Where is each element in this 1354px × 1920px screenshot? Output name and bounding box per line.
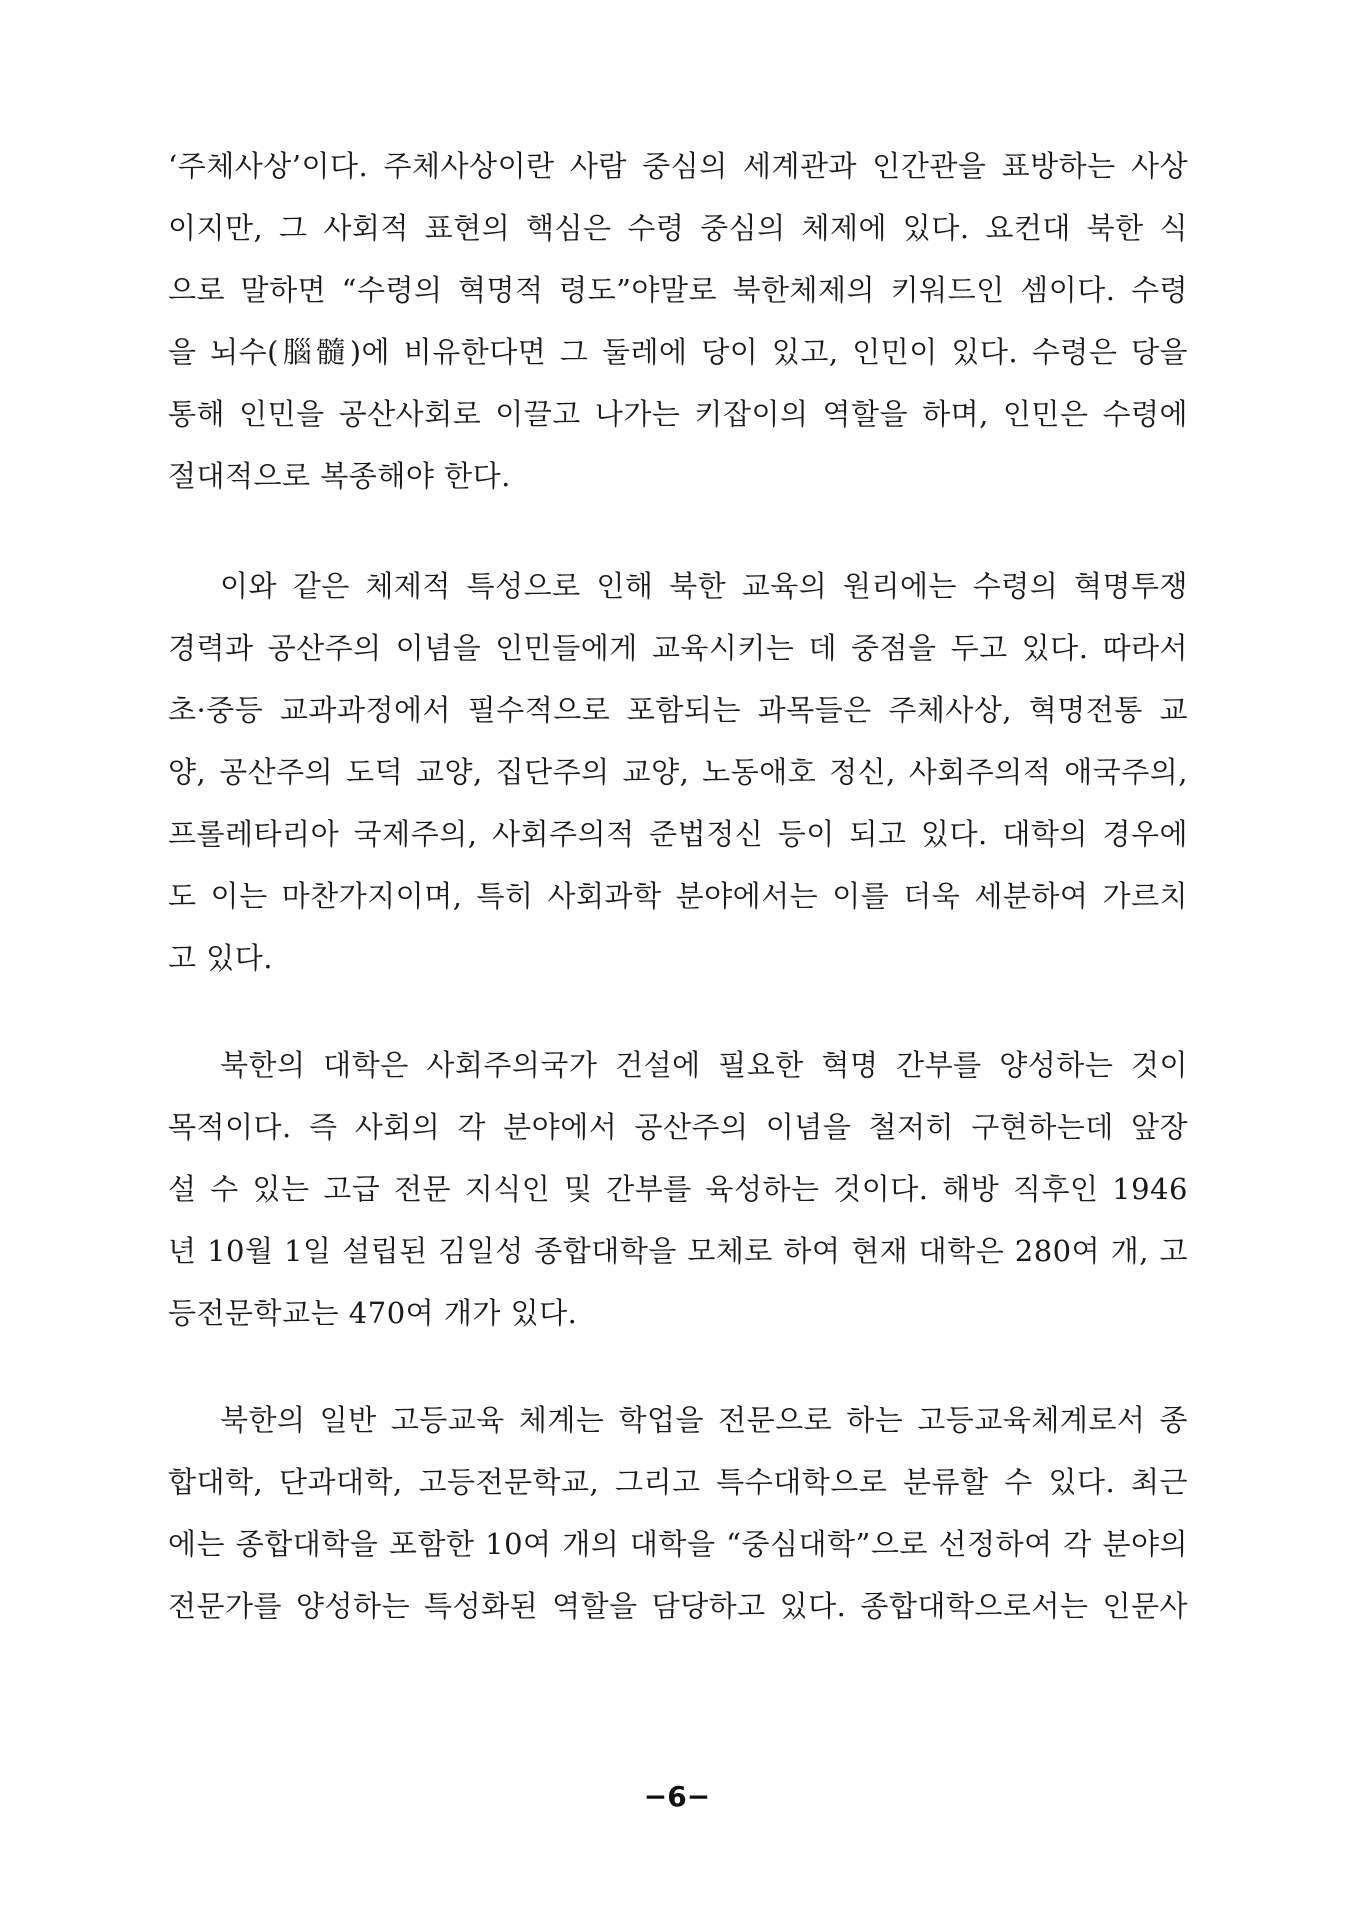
text-line: 양, 공산주의 도덕 교양, 집단주의 교양, 노동애호 정신, 사회주의적 애국주의, [168, 755, 1188, 789]
text-line: 통해 인민을 공산사회로 이끌고 나가는 키잡이의 역할을 하며, 인민은 수령에 [168, 397, 1188, 431]
text-line: 프롤레타리아 국제주의, 사회주의적 준법정신 등이 되고 있다. 대학의 경우에 [168, 817, 1188, 851]
paragraph-universities [168, 1034, 1188, 1344]
text-line: 년 10월 1일 설립된 김일성 종합대학을 모체로 하여 현재 대학은 280여 개, 고 [168, 1234, 1188, 1268]
text-line: 도 이는 마찬가지이며, 특히 사회과학 분야에서는 이를 더욱 세분하여 가르치 [168, 879, 1188, 913]
text-line: 북한의 일반 고등교육 체계는 학업을 전문으로 하는 고등교육체계로서 종 [220, 1403, 1188, 1437]
text-line: ‘주체사상’이다. 주체사상이란 사람 중심의 세계관과 인간관을 표방하는 사상 [168, 149, 1188, 183]
paragraph-education-principles [168, 555, 1188, 989]
text-line: 등전문학교는 470여 개가 있다. [168, 1296, 578, 1330]
text-line: 절대적으로 복종해야 한다. [168, 459, 511, 493]
text-line: 전문가를 양성하는 특성화된 역할을 담당하고 있다. 종합대학으로서는 인문사 [168, 1589, 1188, 1623]
text-line: 이와 같은 체제적 특성으로 인해 북한 교육의 원리에는 수령의 혁명투쟁 [220, 569, 1188, 603]
text-line: 경력과 공산주의 이념을 인민들에게 교육시키는 데 중점을 두고 있다. 따라서 [168, 631, 1188, 665]
page-number: −6− [643, 1780, 711, 1813]
text-line: 목적이다. 즉 사회의 각 분야에서 공산주의 이념을 철저히 구현하는데 앞장 [168, 1110, 1188, 1144]
text-line: 초·중등 교과과정에서 필수적으로 포함되는 과목들은 주체사상, 혁명전통 교 [168, 693, 1188, 727]
paragraph-juche [168, 135, 1188, 507]
text-line: 설 수 있는 고급 전문 지식인 및 간부를 육성하는 것이다. 해방 직후인 1946 [168, 1172, 1188, 1206]
text-line: 에는 종합대학을 포함한 10여 개의 대학을 “중심대학”으로 선정하여 각 분야의 [168, 1527, 1188, 1561]
paragraph-higher-education [168, 1389, 1188, 1637]
text-line: 북한의 대학은 사회주의국가 건설에 필요한 혁명 간부를 양성하는 것이 [220, 1048, 1188, 1082]
text-line: 고 있다. [168, 941, 273, 975]
text-line: 을 뇌수(腦髓)에 비유한다면 그 둘레에 당이 있고, 인민이 있다. 수령은 당을 [168, 335, 1188, 369]
text-line: 합대학, 단과대학, 고등전문학교, 그리고 특수대학으로 분류할 수 있다. 최근 [168, 1465, 1188, 1499]
text-line: 이지만, 그 사회적 표현의 핵심은 수령 중심의 체제에 있다. 요컨대 북한 식 [168, 211, 1188, 245]
text-line: 으로 말하면 “수령의 혁명적 령도”야말로 북한체제의 키워드인 셈이다. 수령 [168, 273, 1188, 307]
